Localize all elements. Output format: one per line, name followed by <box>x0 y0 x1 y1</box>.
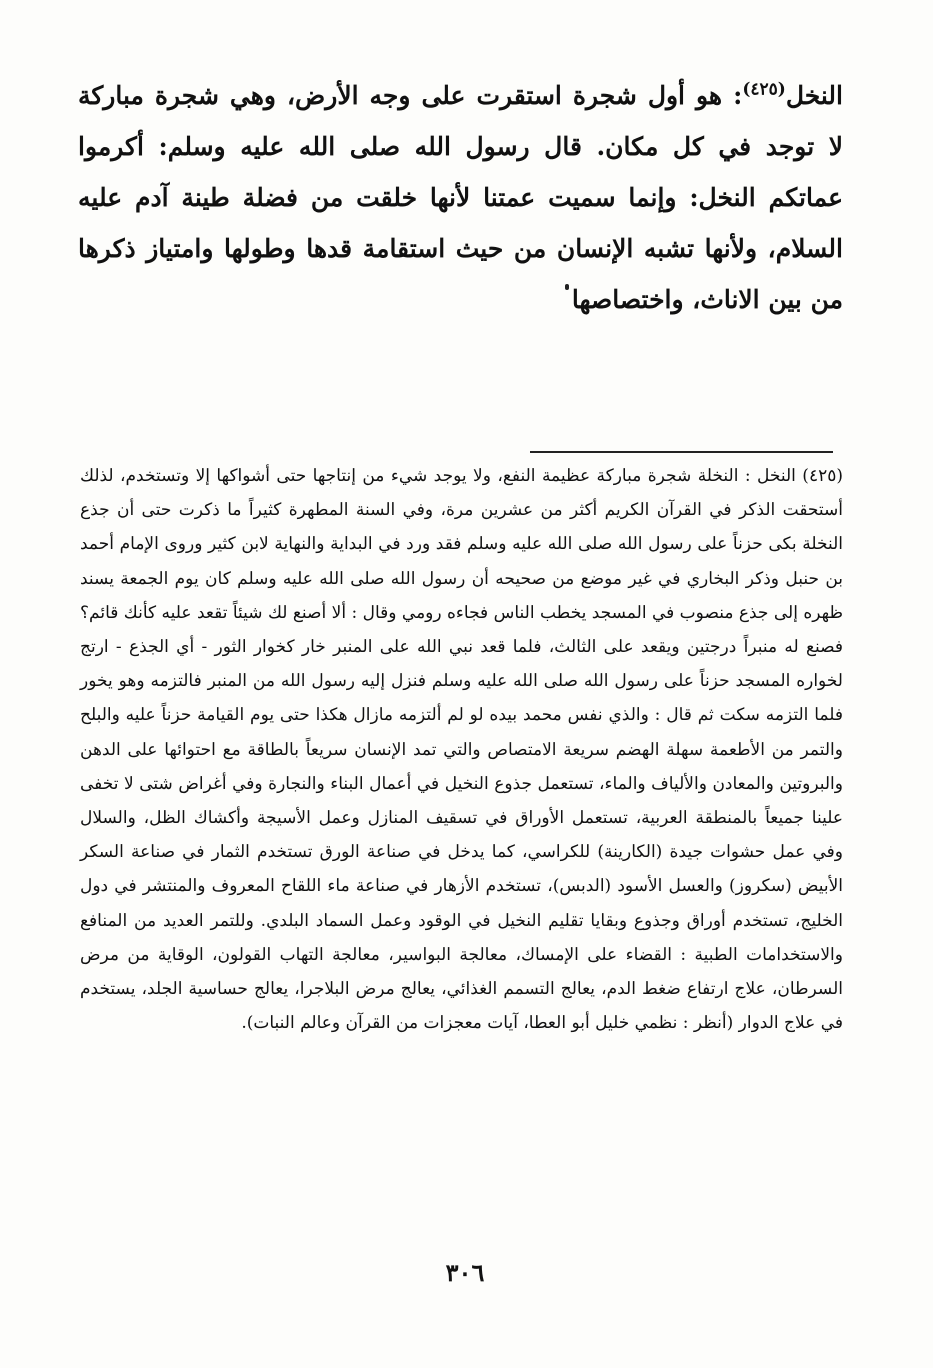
headword: النخل <box>785 81 843 110</box>
page-number: ٣٠٦ <box>445 1258 485 1287</box>
ink-speck <box>565 284 569 290</box>
footnote-reference[interactable]: (٤٢٥) <box>742 79 786 100</box>
main-paragraph <box>78 70 843 325</box>
footnote-separator <box>530 451 833 453</box>
footnote-text: (٤٢٥) النخل : النخلة شجرة مباركة عظيمة النفع، ولا يوجد شيء من إنتاجها حتى أشواكها إلا وتستخدم، لذلك أستحقت الذكر في القرآن الكريم أكثر من عشرين مرة، وفي السنة المطهرة كثيراً ما ذكرت حتى أن جذع النخلة بكى حزناً على رسول الله صلى الله عليه وسلم فقد ورد في البداية والنهاية لابن كثير وروى الإمام أحمد بن حنبل وذكر البخاري في غير موضع من صحيحه أن رسول الله صلى الله عليه وسلم كان يوم الجمعة يسند ظهره إلى جذع منصوب في المسجد يخطب الناس فجاءه رومي وقال : ألا أصنع لك شيئاً تقعد عليه كأنك قائم؟ فصنع له منبراً درجتين ويقعد على الثالث، فلما قعد نبي الله على المنبر خار كخوار الثور - أي الجذع - ارتج لخواره المسجد حزناً على رسول الله صلى الله عليه وسلم فنزل إليه رسول الله من المنبر فالتزمه وهو يخور فلما التزمه سكت ثم قال : والذي نفس محمد بيده لو لم ألتزمه مازال هكذا حتى يوم القيامة حزناً عليه والبلح والتمر من الأطعمة سهلة الهضم سريعة الامتصاص والتي تمد الإنسان سريعاً بالطاقة مع احتوائها على الدهن والبروتين والمعادن والألياف والماء، تستعمل جذوع النخيل في أعمال البناء والنجارة وفي أغراض شتى لا تخفى علينا جميعاً بالمنطقة العربية، تستعمل الأوراق في تسقيف المنازل وعمل الأسيجة وأكشاك الظل، والسلال وفي عمل حشوات جيدة (الكارينة) للكراسي، كما يدخل في صناعة الورق تستخدم الثمار في صناعة السكر الأبيض (سكروز) والعسل الأسود (الدبس)، تستخدم الأزهار في صناعة ماء اللقاح المعروف والمنتشر في دول الخليج، تستخدم أوراق وجذوع وبقايا تقليم النخيل في الوقود وعمل السماد البلدي. وللتمر العديد من المنافع والاستخدامات الطبية : القضاء على الإمساك، معالجة البواسير، معالجة التهاب القولون، الوقاية من مرض السرطان، علاج ارتفاع ضغط الدم، يعالج التسمم الغذائي، يعالج مرض البلاجرا، يعالج حساسية الجلد، يستخدم في علاج الدوار (أنظر : نظمي خليل أبو العطا، آيات معجزات من القرآن وعالم النبات). <box>80 466 843 1034</box>
main-body-text: : هو أول شجرة استقرت على وجه الأرض، وهي شجرة مباركة لا توجد في كل مكان. قال رسول الله صلى الله عليه وسلم: أكرموا عماتكم النخل: وإنما سميت عمتنا لأنها خلقت من فضلة طينة آدم عليه السلام، ولأنها تشبه الإنسان من حيث استقامة قدها وطولها وامتياز ذكرها من بين الاناث، واختصاصها <box>78 81 843 314</box>
